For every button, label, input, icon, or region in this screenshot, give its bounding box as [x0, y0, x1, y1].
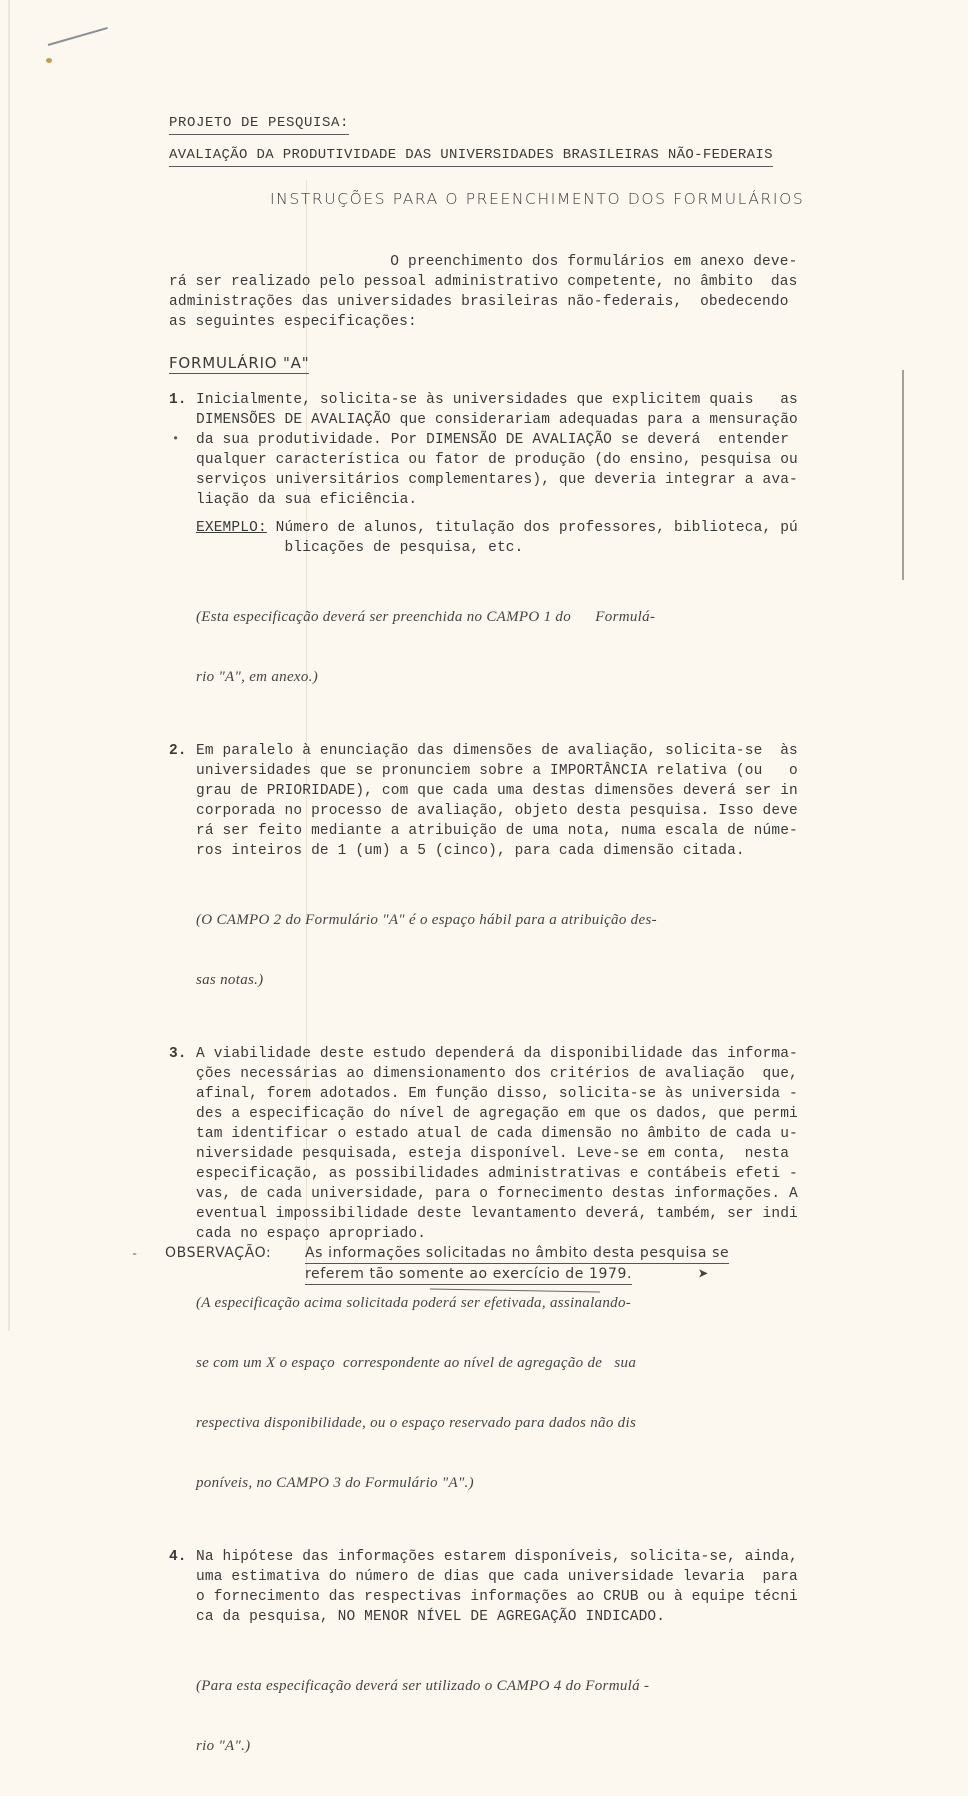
item-note — [196, 567, 839, 727]
item-line: da sua produtividade. Por DIMENSÃO DE AVALIAÇÃO se deverá entender — [196, 432, 790, 448]
page-heading: INSTRUÇÕES PARA O PREENCHIMENTO DOS FORMULÁRIOS — [270, 190, 805, 208]
item-line: afinal, forem adotados. Em função disso, solicita-se às universida - — [196, 1086, 798, 1102]
item-line: ções necessárias ao dimensionamento dos critérios de avaliação que, — [196, 1066, 798, 1082]
item-line: uma estimativa do número de dias que cada universidade levaria para — [196, 1569, 798, 1585]
item-line: ca da pesquisa, NO MENOR NÍVEL DE AGREGAÇÃO INDICADO. — [196, 1609, 666, 1625]
item-line: DIMENSÕES DE AVALIAÇÃO que considerariam adequadas para a mensuração — [196, 412, 798, 428]
stray-dot: - — [131, 1247, 139, 1261]
note-line: (Para esta especificação deverá ser utilizado o CAMPO 4 do Formulá - — [196, 1678, 650, 1694]
document-body — [169, 113, 839, 1796]
note-line: se com um X o espaço correspondente ao nível de agregação de sua — [196, 1355, 637, 1371]
handwritten-arrow-icon: ➤ — [698, 1266, 709, 1286]
note-line: rio "A", em anexo.) — [196, 669, 319, 685]
item-line: grau de PRIORIDADE), com que cada uma destas dimensões deverá ser in — [196, 783, 798, 799]
project-label: PROJETO DE PESQUISA: — [169, 113, 349, 135]
note-line: (Esta especificação deverá ser preenchida no CAMPO 1 do Formulá- — [196, 609, 656, 625]
note-line: poníveis, no CAMPO 3 do Formulário "A".) — [196, 1475, 474, 1491]
item-line: o fornecimento das respectivas informações ao CRUB ou à equipe técni — [196, 1589, 798, 1605]
item-line: des a especificação do nível de agregação em que os dados, que permi — [196, 1106, 798, 1122]
note-line: rio "A".) — [196, 1738, 251, 1754]
instruction-item-1 — [169, 390, 839, 727]
intro-line: O preenchimento dos formulários em anexo deve- — [169, 254, 798, 270]
page-edge — [8, 0, 10, 1331]
note-line: respectiva disponibilidade, ou o espaço reservado para dados não dis — [196, 1415, 637, 1431]
note-line: (O CAMPO 2 do Formulário "A" é o espaço hábil para a atribuição des- — [196, 912, 657, 928]
item-number: 1. — [169, 392, 187, 408]
note-line: sas notas.) — [196, 972, 264, 988]
item-line: Na hipótese das informações estarem disponíveis, solicita-se, ainda, — [196, 1549, 798, 1565]
item-number: 3. — [169, 1046, 187, 1062]
form-title: FORMULÁRIO "A" — [169, 354, 310, 372]
margin-mark — [902, 370, 904, 580]
item-note — [196, 1253, 839, 1533]
item-note — [196, 1636, 839, 1796]
rust-stain — [46, 58, 52, 63]
example-text: Número de alunos, titulação dos professores, biblioteca, pú — [266, 520, 798, 536]
item-line: especificação, as possibilidades administrativas e contábeis efeti - — [196, 1166, 798, 1182]
item-line: liação da sua eficiência. — [196, 492, 418, 508]
instruction-item-2 — [169, 741, 839, 1030]
item-line: ros inteiros de 1 (um) a 5 (cinco), para cada dimensão citada. — [196, 843, 745, 859]
item-line: eventual impossibilidade deste levantamento deverá, também, ser indi — [196, 1206, 798, 1222]
item-line: A viabilidade deste estudo dependerá da disponibilidade das informa- — [196, 1046, 798, 1062]
intro-line: as seguintes especificações: — [169, 314, 417, 330]
item-line: niversidade pesquisada, esteja disponível. Leve-se em conta, nesta — [196, 1146, 790, 1162]
example-block — [196, 518, 839, 558]
item-note — [196, 870, 839, 1030]
item-number: 2. — [169, 743, 187, 759]
observation-block — [165, 1243, 729, 1285]
item-line: serviços universitários complementares), que deveria integrar a ava- — [196, 472, 798, 488]
note-line: (A especificação acima solicitada poderá ser efetivada, assinalando- — [196, 1295, 632, 1311]
stray-dot: • — [172, 432, 180, 446]
instruction-item-4 — [169, 1547, 839, 1796]
observation-text: As informações solicitadas no âmbito desta pesquisa se — [305, 1243, 729, 1264]
intro-line: administrações das universidades brasileiras não-federais, obedecendo — [169, 294, 789, 310]
item-line: qualquer característica ou fator de produção (do ensino, pesquisa ou — [196, 452, 798, 468]
item-line: Inicialmente, solicita-se às universidades que explicitem quais as — [196, 392, 798, 408]
example-label: EXEMPLO: — [196, 520, 267, 536]
item-line: Em paralelo à enunciação das dimensões de avaliação, solicita-se às — [196, 743, 798, 759]
instruction-item-3 — [169, 1044, 839, 1533]
observation-label: OBSERVAÇÃO: — [165, 1245, 272, 1261]
item-line: tam identificar o estado atual de cada dimensão no âmbito de cada u- — [196, 1126, 798, 1142]
intro-line: rá ser realizado pelo pessoal administrativo competente, no âmbito das — [169, 274, 798, 290]
item-line: corporada no processo de avaliação, objeto desta pesquisa. Isso deve — [196, 803, 798, 819]
example-text: blicações de pesquisa, etc. — [196, 540, 524, 556]
paper-mark — [48, 27, 108, 46]
project-title: AVALIAÇÃO DA PRODUTIVIDADE DAS UNIVERSIDADES BRASILEIRAS NÃO-FEDERAIS — [169, 145, 773, 167]
item-line: rá ser feito mediante a atribuição de uma nota, numa escala de núme- — [196, 823, 798, 839]
item-line: vas, de cada universidade, para o fornecimento destas informações. A — [196, 1186, 798, 1202]
item-line: cada no espaço apropriado. — [196, 1226, 427, 1242]
item-number: 4. — [169, 1549, 187, 1565]
intro-paragraph — [169, 252, 839, 332]
observation-text: referem tão somente ao exercício de 1979. — [305, 1264, 632, 1285]
item-line: universidades que se pronunciem sobre a IMPORTÂNCIA relativa (ou o — [196, 763, 798, 779]
